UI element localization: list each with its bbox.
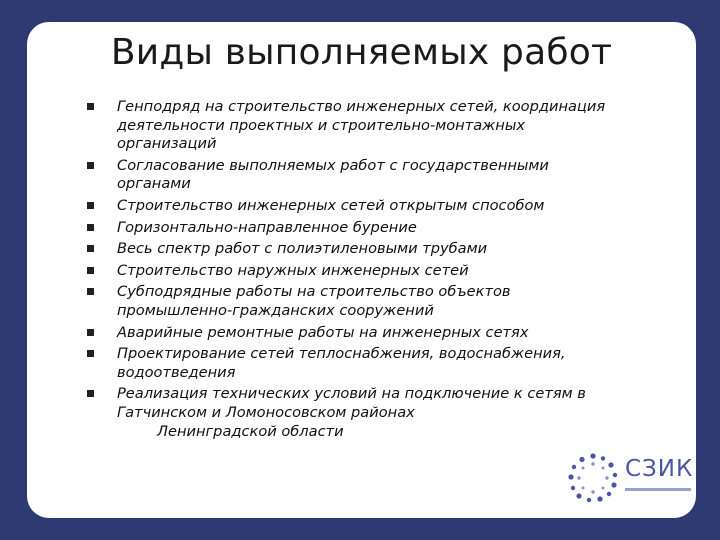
logo-text: СЗИК bbox=[625, 456, 694, 482]
list-item bbox=[87, 283, 677, 320]
square-bullet-icon bbox=[87, 390, 94, 397]
square-bullet-icon bbox=[87, 202, 94, 209]
square-bullet-icon bbox=[87, 329, 94, 336]
square-bullet-icon bbox=[87, 245, 94, 252]
list-item-line: Реализация технических условий на подключение к сетям в bbox=[117, 385, 586, 403]
company-logo bbox=[565, 446, 695, 510]
list-item bbox=[87, 197, 677, 216]
list-item-line: деятельности проектных и строительно-монтажных bbox=[117, 116, 525, 134]
list-item-line: организаций bbox=[117, 135, 217, 153]
work-types-list bbox=[87, 98, 677, 444]
square-bullet-icon bbox=[87, 103, 94, 110]
list-item-line: Проектирование сетей теплоснабжения, водоснабжения, bbox=[117, 345, 566, 363]
list-item-line: Весь спектр работ с полиэтиленовыми трубами bbox=[117, 240, 488, 258]
logo-tagline-bar bbox=[625, 488, 691, 491]
list-item bbox=[87, 324, 677, 343]
list-item-line: Генподряд на строительство инженерных сетей, координация bbox=[117, 98, 606, 115]
list-item-line: Согласование выполняемых работ с государственными bbox=[117, 156, 549, 174]
slide-title: Виды выполняемых работ bbox=[110, 32, 613, 73]
list-item-line: Горизонтально-направленное бурение bbox=[117, 218, 417, 236]
slide-panel bbox=[27, 22, 696, 518]
square-bullet-icon bbox=[87, 162, 94, 169]
list-item-line: водоотведения bbox=[117, 363, 236, 381]
square-bullet-icon bbox=[87, 224, 94, 231]
list-item-line: Аварийные ремонтные работы на инженерных сетях bbox=[117, 323, 529, 341]
list-item-line: Субподрядные работы на строительство объектов bbox=[117, 283, 511, 301]
list-item bbox=[87, 98, 677, 154]
list-item bbox=[87, 262, 677, 281]
list-item bbox=[87, 345, 677, 382]
list-item-line: Строительство наружных инженерных сетей bbox=[117, 261, 469, 279]
list-item bbox=[87, 219, 677, 238]
list-item-line: Гатчинском и Ломоносовском районах bbox=[117, 403, 415, 421]
list-item bbox=[87, 157, 677, 194]
list-item-line: Строительство инженерных сетей открытым способом bbox=[117, 196, 545, 214]
list-item-line: промышленно-гражданских сооружений bbox=[117, 301, 434, 319]
square-bullet-icon bbox=[87, 288, 94, 295]
dotted-ring-logo-icon bbox=[565, 450, 621, 506]
list-item bbox=[87, 240, 677, 259]
list-item bbox=[87, 385, 677, 441]
list-item-line: органами bbox=[117, 175, 191, 193]
list-item-line: Ленинградской области bbox=[157, 422, 344, 440]
square-bullet-icon bbox=[87, 267, 94, 274]
square-bullet-icon bbox=[87, 350, 94, 357]
